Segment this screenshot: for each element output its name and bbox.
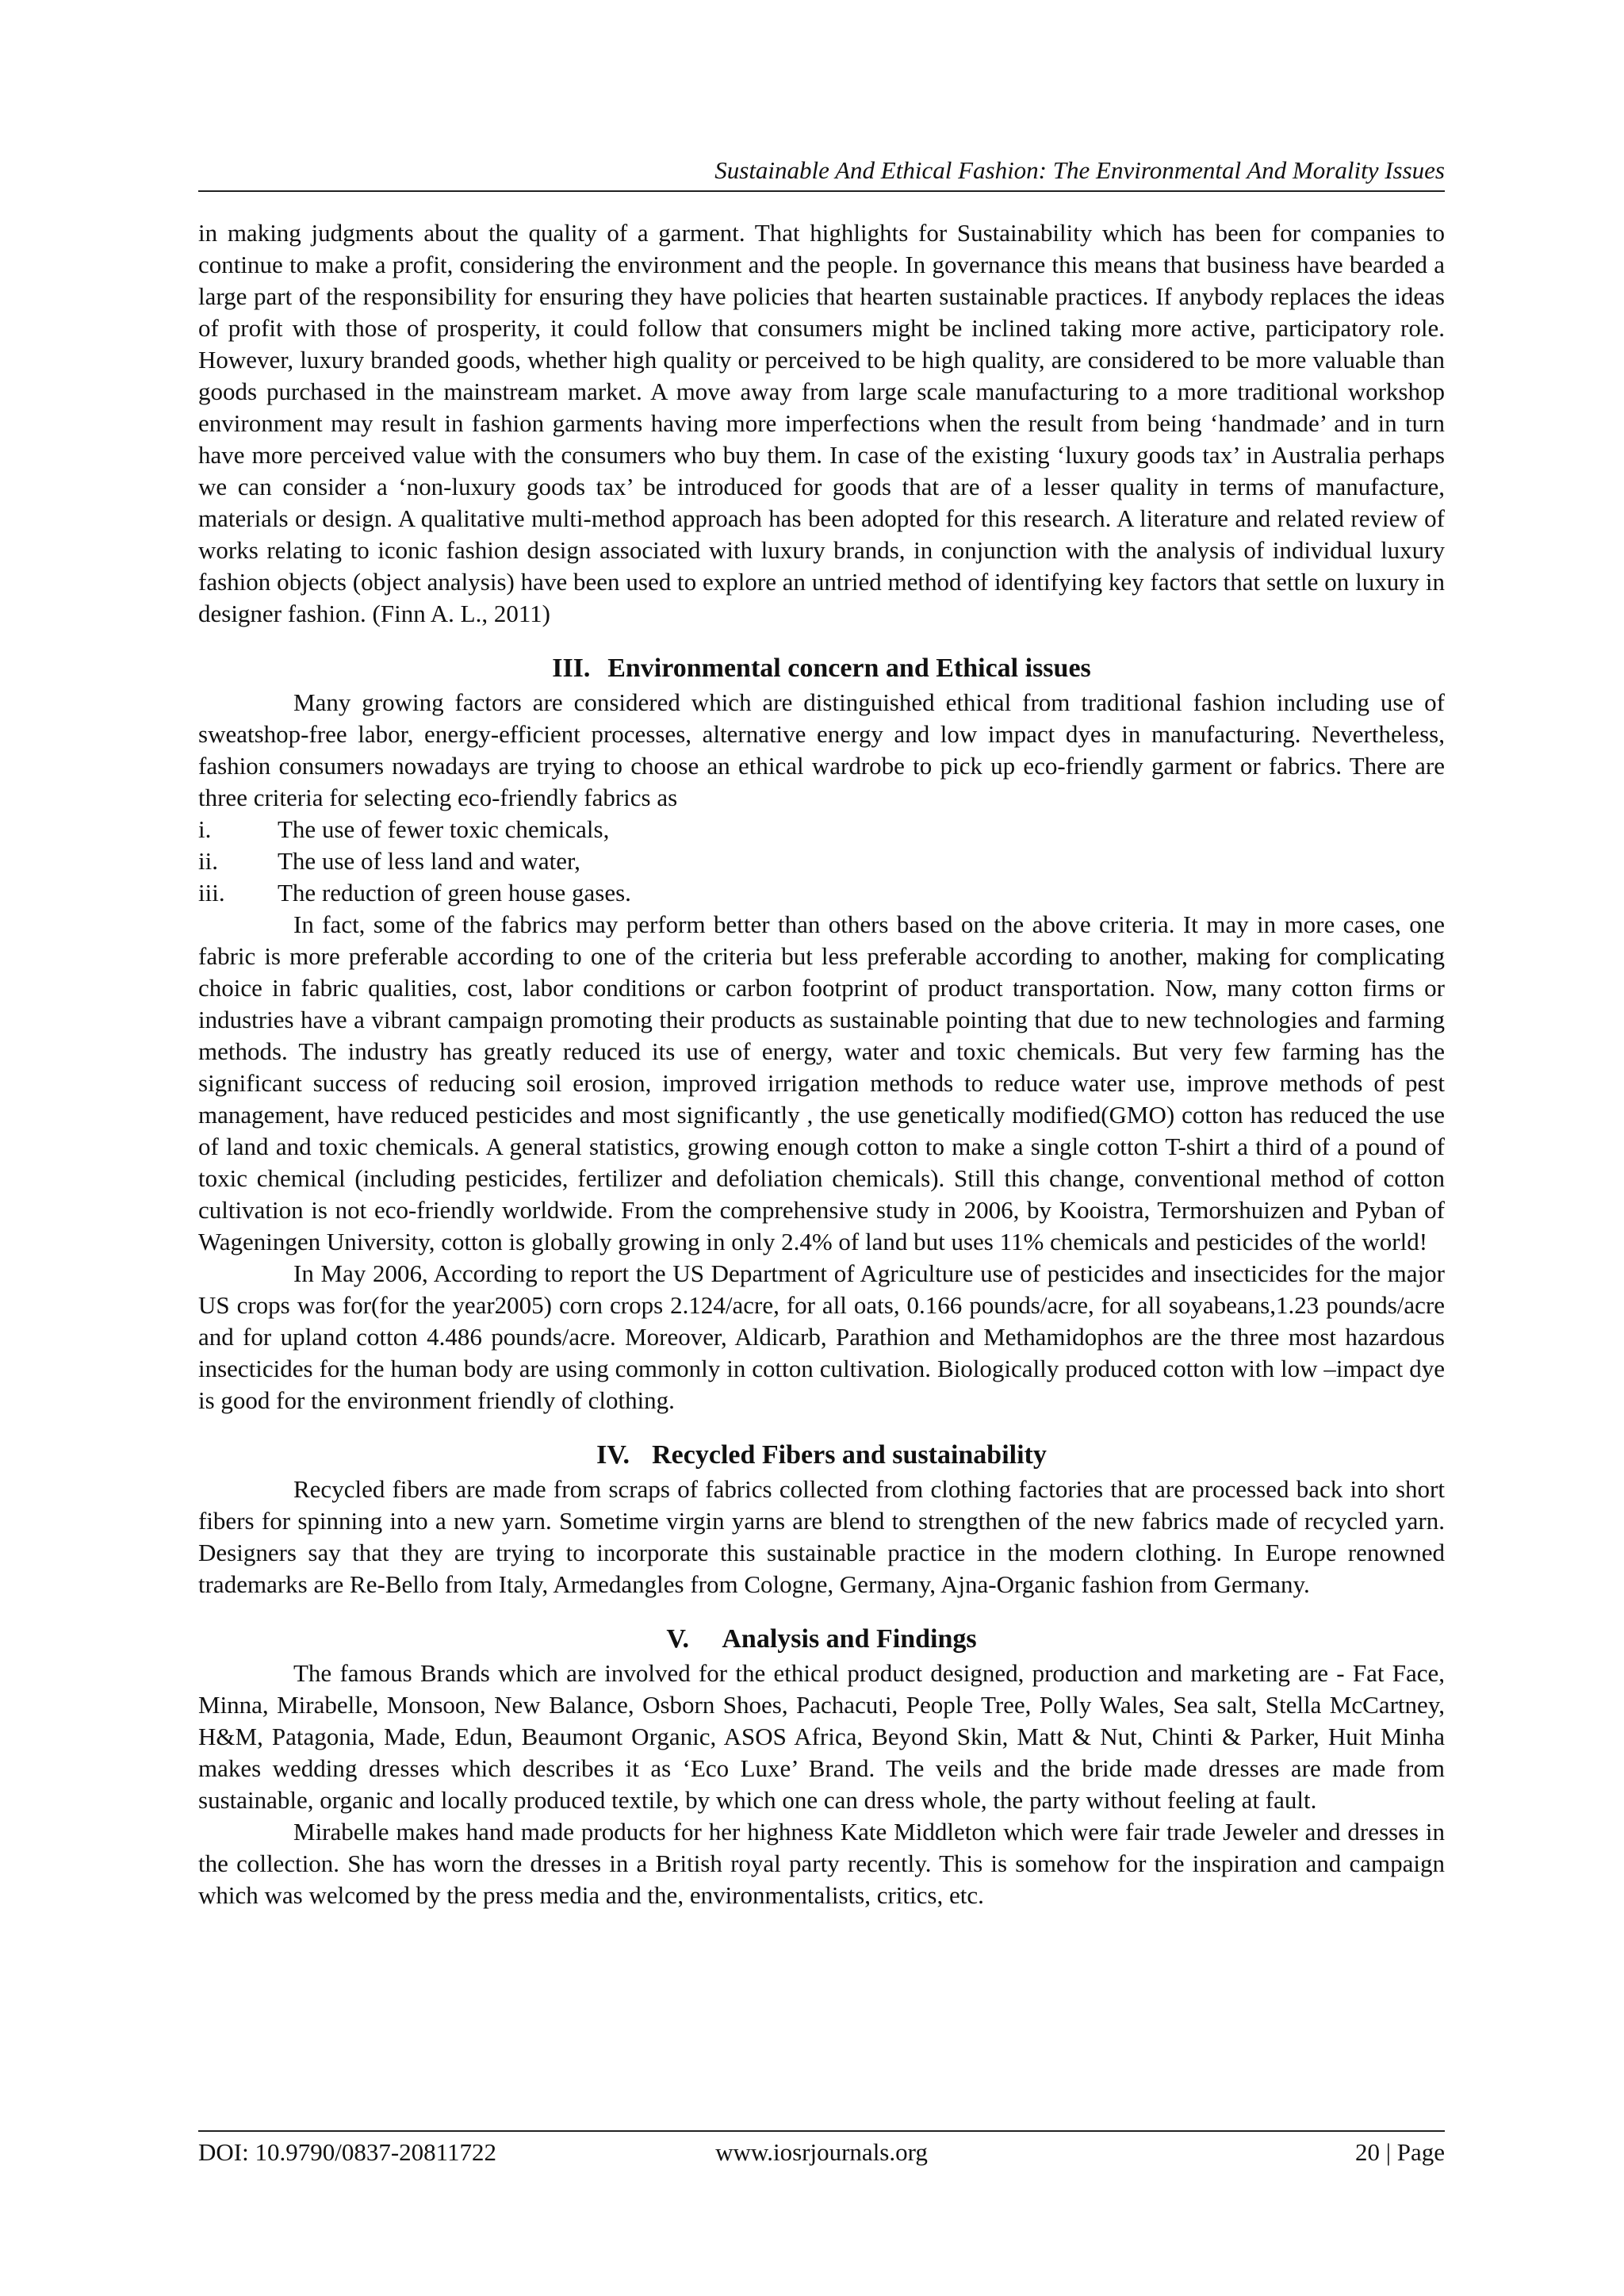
article-body — [198, 217, 1445, 1911]
section-4-number: IV. — [596, 1440, 630, 1470]
section-3-title: Environmental concern and Ethical issues — [607, 654, 1091, 683]
section-4-title: Recycled Fibers and sustainability — [652, 1440, 1047, 1470]
list-item-text: The use of fewer toxic chemicals, — [278, 815, 610, 843]
footer-page-number: 20 | Page — [1355, 2138, 1445, 2166]
intro-paragraph: in making judgments about the quality of a garment. That highlights for Sustainability which has been for companies to continue to make a profit, considering the environment and the people. In governance this means that business have bearded a large part of the responsibility for ensuring they have policies that hearten sustainable practices. If anybody replaces the ideas of profit with those of prosperity, it could follow that consumers might be inclined taking more active, participatory role. However, luxury branded goods, whether high quality or perceived to be high quality, are considered to be more valuable than goods purchased in the mainstream market. A move away from large scale manufacturing to a more traditional workshop environment may result in fashion garments having more imperfections when the result from being ‘handmade’ and in turn have more perceived value with the consumers who buy them. In case of the existing ‘luxury goods tax’ in Australia perhaps we can consider a ‘non-luxury goods tax’ be introduced for goods that are of a lesser quality in terms of manufacture, materials or design. A qualitative multi-method approach has been adopted for this research. A literature and related review of works relating to iconic fashion design associated with luxury brands, in conjunction with the analysis of individual luxury fashion objects (object analysis) have been used to explore an untried method of identifying key factors that settle on luxury in designer fashion. (Finn A. L., 2011) — [198, 219, 1445, 627]
section-5-title: Analysis and Findings — [722, 1624, 977, 1654]
list-marker: iii. — [198, 879, 225, 907]
list-item-text: The reduction of green house gases. — [278, 879, 631, 907]
section-5-number: V. — [666, 1624, 690, 1654]
section-3-heading — [198, 652, 1445, 685]
list-item — [198, 814, 1445, 845]
section-3-paragraph-1: Many growing factors are considered which are distinguished ethical from traditional fashion including use of sweatshop-free labor, energy-efficient processes, alternative energy and low impact dyes in manufacturing. Nevertheless, fashion consumers nowadays are trying to choose an ethical wardrobe to pick up eco-friendly garment or fabrics. There are three criteria for selecting eco-friendly fabrics as — [198, 688, 1445, 811]
running-header: Sustainable And Ethical Fashion: The Environmental And Morality Issues — [714, 156, 1445, 184]
list-item — [198, 845, 1445, 877]
section-3-paragraph-3: In May 2006, According to report the US Department of Agriculture use of pesticides and insecticides for the major US crops was for(for the year2005) corn crops 2.124/acre, for all oats, 0.166 pounds/acre, for all soyabeans,1.23 pounds/acre and for upland cotton 4.486 pounds/acre. Moreover, Aldicarb, Parathion and Methamidophos are the three most hazardous insecticides for the human body are using commonly in cotton cultivation. Biologically produced cotton with low –impact dye is good for the environment friendly of clothing. — [198, 1259, 1445, 1414]
section-5-paragraph-1: The famous Brands which are involved for the ethical product designed, production and marketing are - Fat Face, Minna, Mirabelle, Monsoon, New Balance, Osborn Shoes, Pachacuti, People Tree, Polly Wales, Sea salt, Stella McCartney, H&M, Patagonia, Made, Edun, Beaumont Organic, ASOS Africa, Beyond Skin, Matt & Nut, Chinti & Parker, Huit Minha makes wedding dresses which describes it as ‘Eco Luxe’ Brand. The veils and the bride made dresses are made from sustainable, organic and locally produced textile, by which one can dress whole, the party without feeling at fault. — [198, 1659, 1445, 1814]
footer-doi: DOI: 10.9790/0837-20811722 — [198, 2138, 496, 2166]
footer-rule — [198, 2130, 1445, 2132]
header-rule — [198, 190, 1445, 192]
list-marker: i. — [198, 815, 212, 843]
section-5-heading — [198, 1623, 1445, 1656]
list-item-text: The use of less land and water, — [278, 847, 580, 875]
section-3-number: III. — [552, 654, 591, 683]
section-4-heading — [198, 1439, 1445, 1472]
list-item — [198, 877, 1445, 909]
criteria-list — [198, 814, 1445, 909]
section-4-paragraph-1: Recycled fibers are made from scraps of fabrics collected from clothing factories that are processed back into short fibers for spinning into a new yarn. Sometime virgin yarns are blend to strengthen of the new fabrics made of recycled yarn. Designers say that they are trying to incorporate this sustainable practice in the modern clothing. In Europe renowned trademarks are Re-Bello from Italy, Armedangles from Cologne, Germany, Ajna-Organic fashion from Germany. — [198, 1475, 1445, 1598]
footer-website: www.iosrjournals.org — [715, 2138, 928, 2166]
list-marker: ii. — [198, 847, 218, 875]
section-3-paragraph-2: In fact, some of the fabrics may perform better than others based on the above criteria. It may in more cases, one fabric is more preferable according to one of the criteria but less preferable according to another, making for complicating choice in fabric qualities, cost, labor conditions or carbon footprint of product transportation. Now, many cotton firms or industries have a vibrant campaign promoting their products as sustainable pointing that due to new technologies and farming methods. The industry has greatly reduced its use of energy, water and toxic chemicals. But very few farming has the significant success of reducing soil erosion, improved irrigation methods to reduce water use, improve methods of pest management, have reduced pesticides and most significantly , the use genetically modified(GMO) cotton has reduced the use of land and toxic chemicals. A general statistics, growing enough cotton to make a single cotton T-shirt a third of a pound of toxic chemical (including pesticides, fertilizer and defoliation chemicals). Still this change, conventional method of cotton cultivation is not eco-friendly worldwide. From the comprehensive study in 2006, by Kooistra, Termorshuizen and Pyban of Wageningen University, cotton is globally growing in only 2.4% of land but uses 11% chemicals and pesticides of the world! — [198, 910, 1445, 1255]
section-5-paragraph-2: Mirabelle makes hand made products for her highness Kate Middleton which were fair trade Jeweler and dresses in the collection. She has worn the dresses in a British royal party recently. This is somehow for the inspiration and campaign which was welcomed by the press media and the, environmentalists, critics, etc. — [198, 1818, 1445, 1909]
